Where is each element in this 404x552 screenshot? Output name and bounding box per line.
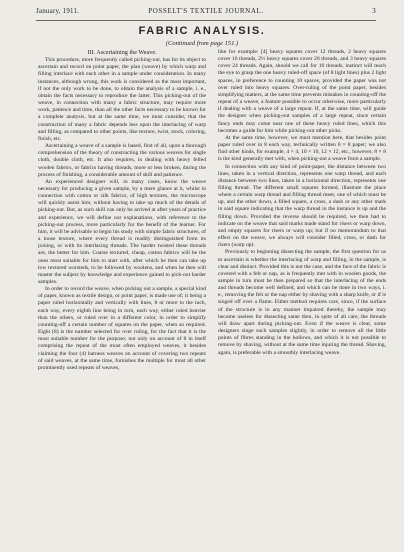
header-rule	[36, 20, 376, 21]
paragraph: In connection with any kind of point-paper, the distance between two lines, taken in a vertical direction, represents one warp thread, and each distance between two lines, taken in a horizontal direction, represents one filling thread. The different small squares formed, illustrate the place where a certain warp thread and filling thread meet, one of which must be up, and the other down, a filled square, a cross, a dash or any other mark in said square indicating that the warp thread in the instance is up and the filling down. Provided the reverse should be required, we then had to indicate on the weave that said marks made stand for risers or warp down, and empty squares for risers or warp up; but if no memorandum to that effect on the weave, we always will consider filled, cross, or dash for risers (warp up).	[218, 163, 386, 249]
issue-date: January, 1911.	[36, 7, 80, 15]
article-title: FABRIC ANALYSIS.	[138, 25, 266, 37]
paragraph: At the same time, however, we must mention here, that besides point paper ruled over in 8 each way, technically written 8 × 8 paper; we also find other kinds, for example, 4 × 4, 10 × 10, 12 × 12, etc., however, 8 × 8 is the kind generally met with, when picking-out a weave from a sample.	[218, 134, 386, 163]
page-number: 3	[372, 7, 376, 15]
paragraph: like for example: [4] heavy squares cover 12 threads, 2 heavy squares cover 16 threads, 2½ heavy squares cover 20 threads, and 3 heavy squares cover 24 threads. Again, should we call for 10 threads, instinct will teach the eye to grasp the one heavy ruled-off space (of 8 light lines) plus 2 light spaces, in preference to counting 10 spaces, provided the paper was not over ruled into heavy squares. Over-ruling of the point paper, besides simplifying matters, at the same time prevents mistakes in counting-off the repeat of a weave, a feature possible to occur otherwise, more particularly if dealing with a weave of a large repeat. If, at the same time, will guide the designer when picking-out samples of a large repeat, since certain fancy ends may come near one of these heavy ruled lines, which this becomes a guide for him while picking-out other picks.	[218, 49, 386, 134]
paragraph: This procedure, more frequently called picking-out, has for its object to ascertain and record on point paper, the plan (weave) by which warp and filling interlace with each other in a sample under consideration. In many instances, although wrong, this work is considered as the most important, if not the only work to be done, to obtain the analysis of a sample, i. e., obtain the facts necessary to reproduce the latter. This picking-out of the weave, in connection with many a fabric structure, may require more work, patience and time, than all the other facts necessary to be known for a complete analysis, but at the same time, we must consider, that the construction of many a fabric depends less upon the interlacing of warp and filling, as compared to other points, like texture, twist, stock, coloring, finish, etc.	[38, 57, 206, 142]
paragraph: In order to record the weave, when picking out a sample, a special kind of paper, known as textile design, or point paper, is made use of; it being a paper ruled horizontally and vertically with lines, 8 or more to the inch, each way, every eighth line being in turn, each way, either ruled heavier than the others, or ruled over in a different color, in order to simplify counting-off a certain number of squares on the paper, when so required. Eight (8) is the number selected for over ruling, for the fact that it is the most suitable number for the purpose; not only on account of 8 in itself comprising the repeat of the most often employed weaves, it besides claiming the four (4) harness weaves on account of covering two repeats of said weaves, at the same time, furnishes the multiple for most all other prominently used repeats of weaves,	[38, 286, 206, 371]
section-heading: III. Ascertaining the Weave.	[87, 49, 157, 56]
running-head	[36, 7, 376, 19]
right-column	[218, 49, 386, 541]
paragraph: An experienced designer will, in many cases, know the weave necessary for producing a given sample, by a mere glance at it, whilst in connection with cotton or silk fabrics, of high textures, the microscope will quickly assist him, without having to take up much of the details of picking-out. But, as such skill can only be arrived at after years of practice and experience, we will define our explanations, with reference to the picking-out process, more particularly for the benefit of the learner. For him, it will be advisable to begin his study with simple fabric structures, of a loose texture, where every thread is readily distinguished from its joining, or with its interlacing threads. The harder twisted these threads are, the better for him. Coarse textured, cheap, cotton fabrics will be the ones most suitable for him to start with, after which he then can take up low textured worsteds, to be followed by woolens, and when he then will master the subject by knowledge and experience gained to pick-out harder samples.	[38, 178, 206, 285]
paragraph: Previously to beginning dissecting the sample, the first question for us to ascertain is whether the interlacing of warp and filling, in the sample, is clear and distinct. Provided this is not the case, and the face of the fabric is covered with a felt or nap, as is frequently met with in woolen goods, the sample in turn must be then prepared so that the interlacing of the ends and threads become well defined, and which can be done in two ways, i. e., removing the felt or the nap either by shaving with a sharp knife, or if is singed off over a flame. Either method requires care, since, if the surface of the structure is in any manner impaired thereby, the sample may become useless for dissecting same then, in spite of all care, the threads will draw apart during picking-out. Even if the weave is clear, some designers singe such samples slightly, in order to remove all the little points of fibres standing in the hollows, and which it is not possible to remove by shaving, without at the same time injuring the thread. Shaving, again, is preferable with a smoothly interlacing weave.	[218, 249, 386, 356]
continued-note: (Continued from page 151.)	[165, 40, 239, 47]
left-column	[38, 49, 206, 541]
journal-title: POSSELT'S TEXTILE JOURNAL.	[148, 7, 264, 15]
paragraph: Ascertaining a weave of a sample is based, first of all, upon a thorough comprehension of the theory of constructing the various weaves for single cloth, double cloth, etc. It also requires, in dealing with heavy felled woolen fabrics, or fabrics having threads, more or less broken, during the process of finishing, a considerable amount of skill and patience.	[38, 143, 206, 178]
